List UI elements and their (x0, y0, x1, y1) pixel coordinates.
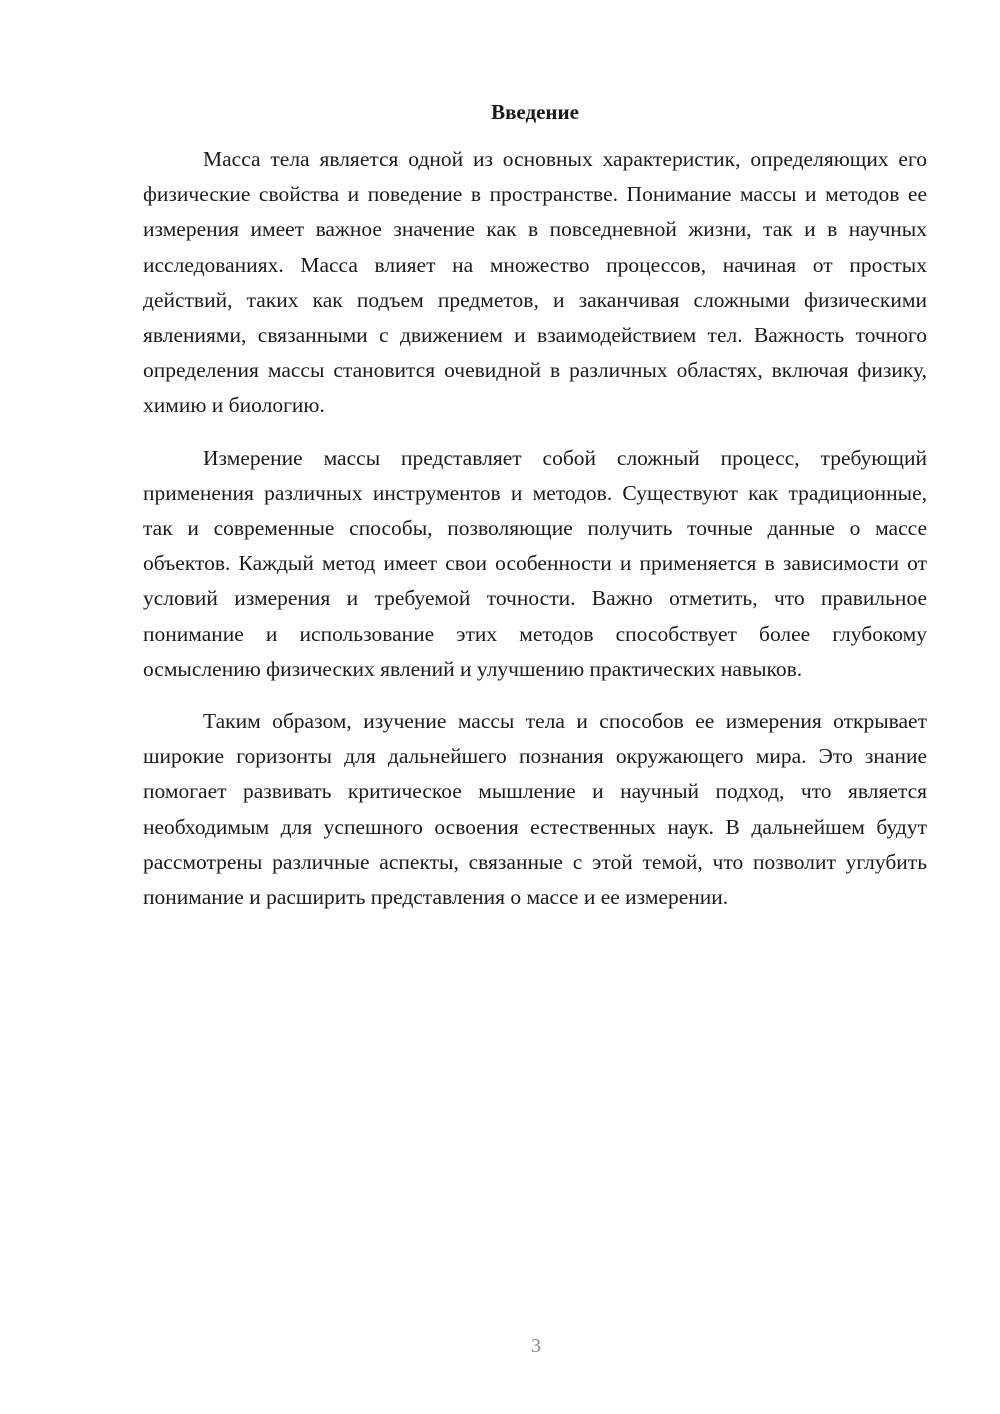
paragraph-3: Таким образом, изучение массы тела и способов ее измерения открывает широкие горизонты для дальнейшего познания окружающего мира. Это знание помогает развивать критическое мышление и научный подход, что является необходимым для успешного освоения естественных наук. В дальнейшем будут рассмотрены различные аспекты, связанные с этой темой, что позволит углубить понимание и расширить представления о массе и ее измерении. (143, 709, 927, 910)
body-text (143, 142, 927, 932)
paragraph-1: Масса тела является одной из основных характеристик, определяющих его физические свойства и поведение в пространстве. Понимание массы и методов ее измерения имеет важное значение как в повседневной жизни, так и в научных исследованиях. Масса влияет на множество процессов, начиная от простых действий, таких как подъем предметов, и заканчивая сложными физическими явлениями, связанными с движением и взаимодействием тел. Важность точного определения массы становится очевидной в различных областях, включая физику, химию и биологию. (143, 147, 927, 418)
paragraph-2: Измерение массы представляет собой сложный процесс, требующий применения различных инструментов и методов. Существуют как традиционные, так и современные способы, позволяющие получить точные данные о массе объектов. Каждый метод имеет свои особенности и применяется в зависимости от условий измерения и требуемой точности. Важно отметить, что правильное понимание и использование этих методов способствует более глубокому осмыслению физических явлений и улучшению практических навыков. (143, 445, 927, 681)
page-number: 3 (531, 1335, 541, 1357)
section-heading: Введение (491, 100, 579, 124)
